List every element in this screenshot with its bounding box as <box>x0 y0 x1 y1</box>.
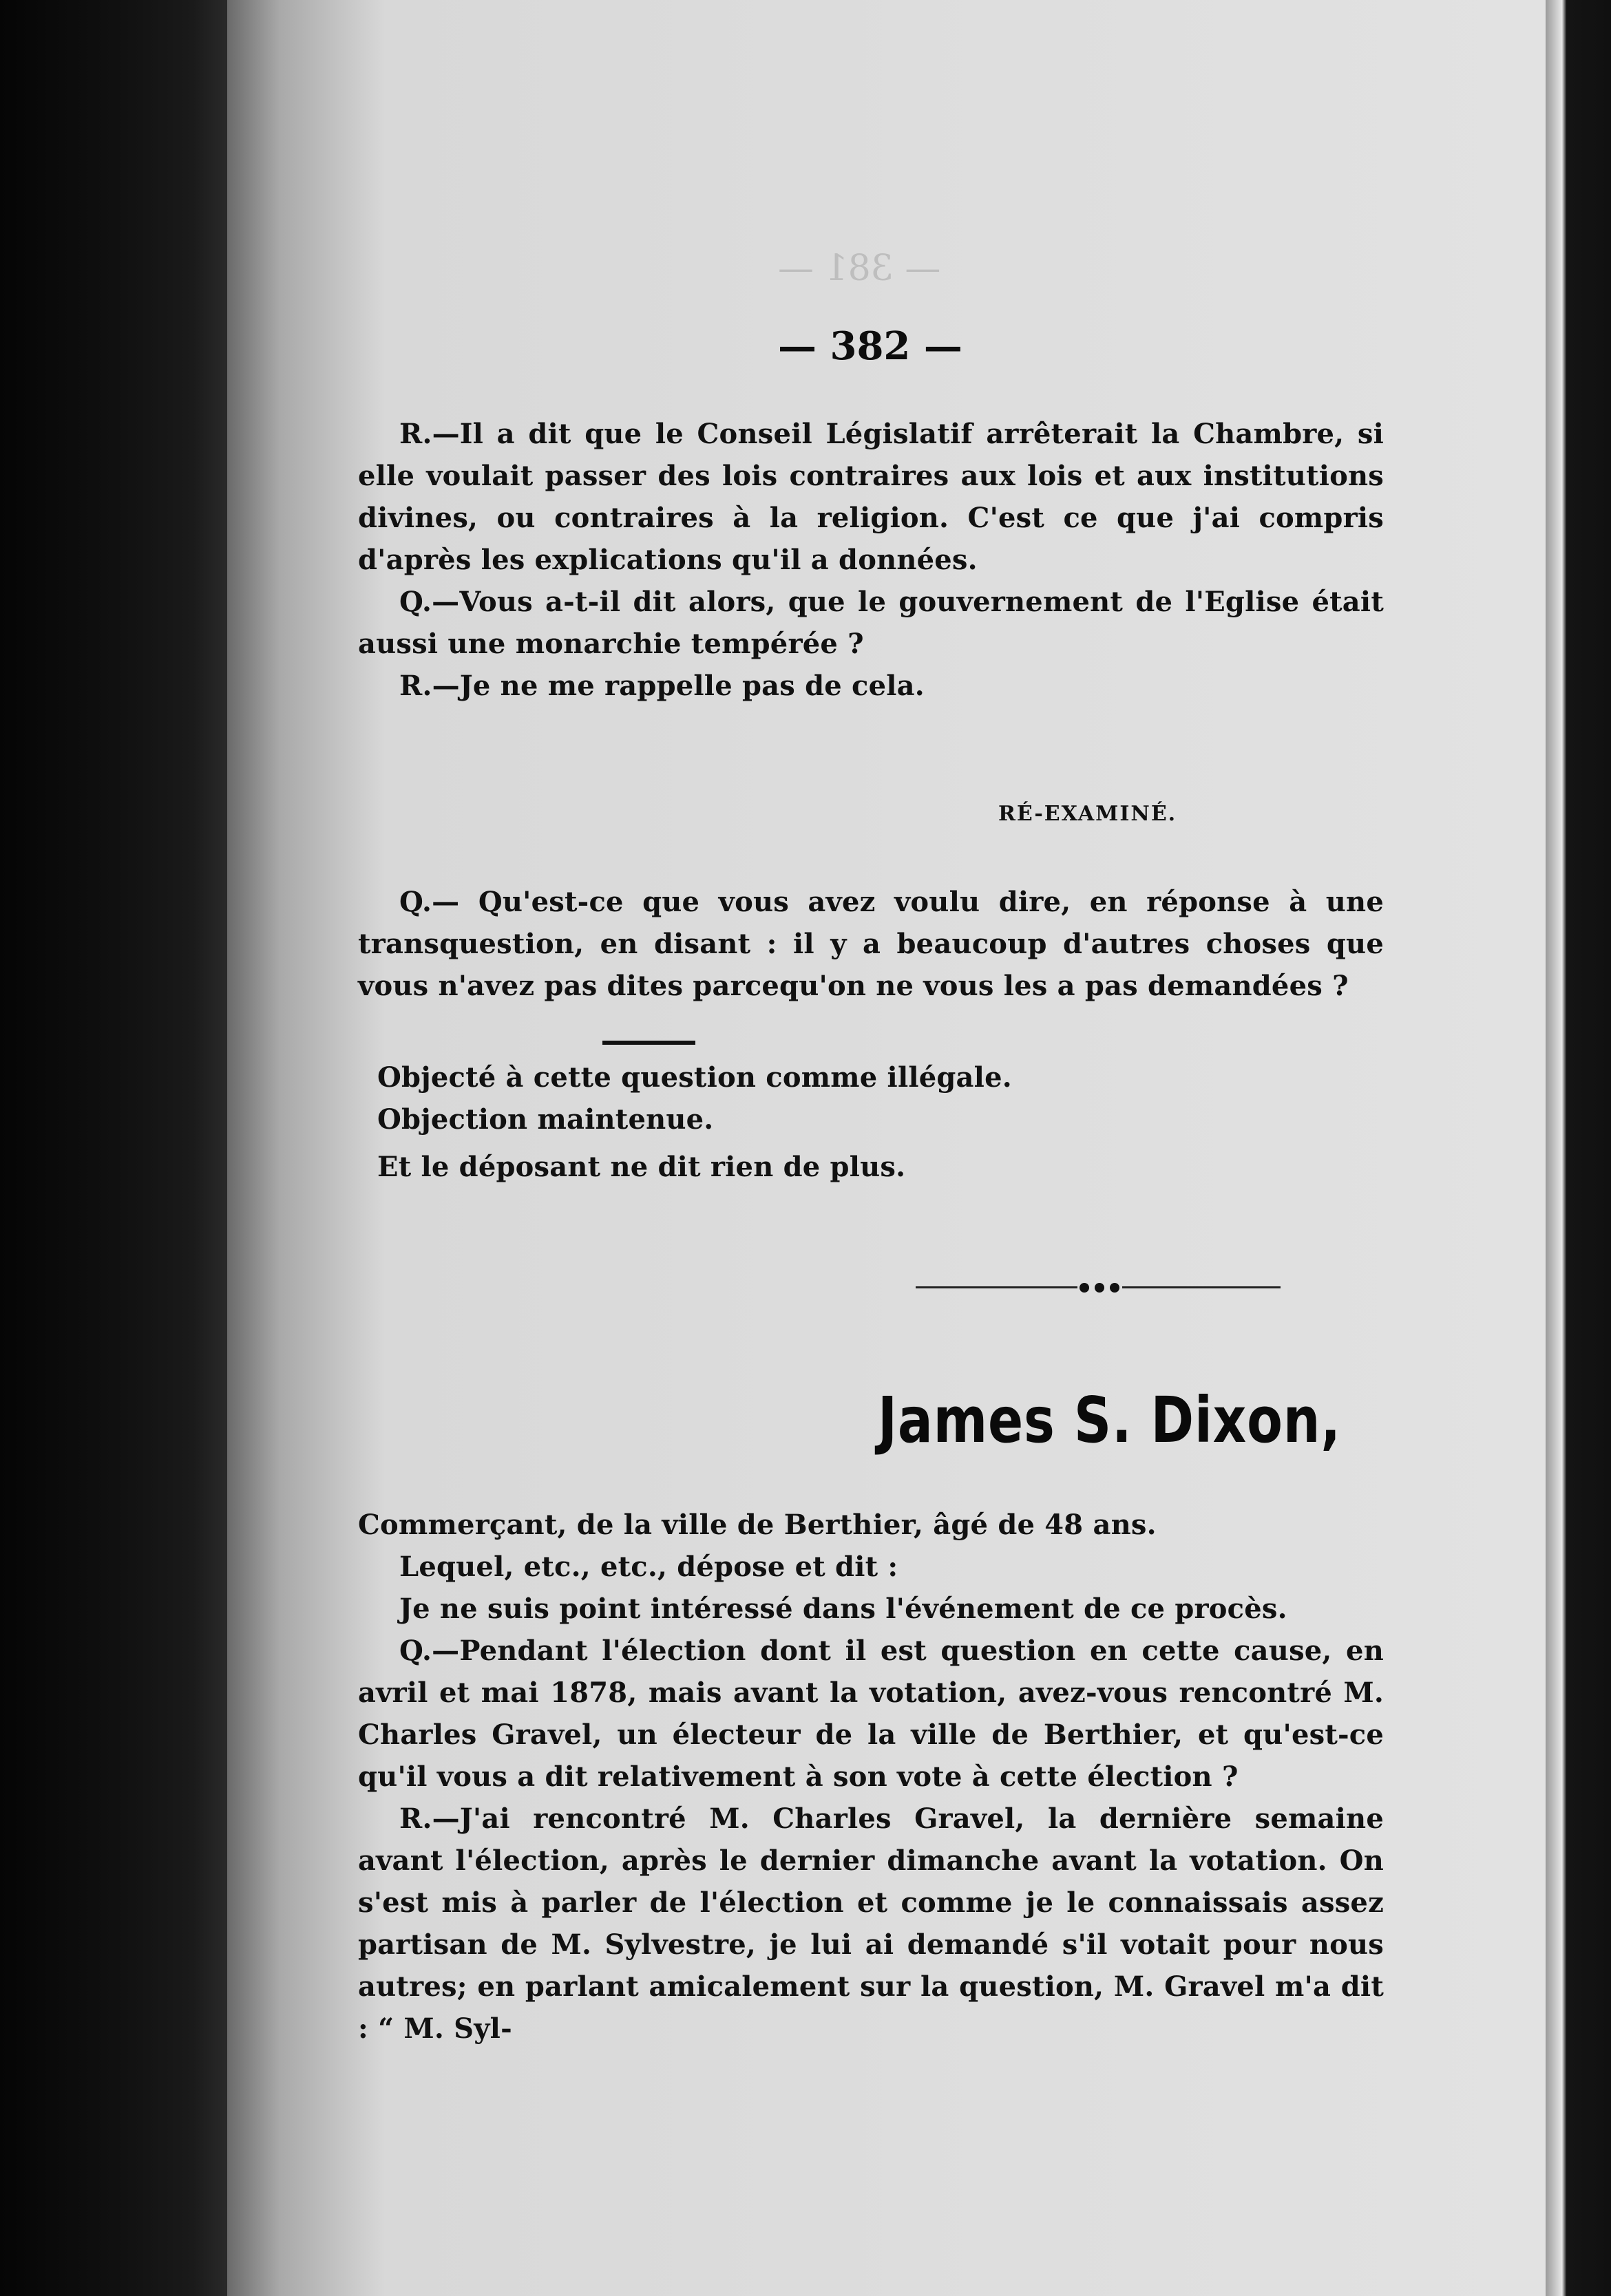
answer-paragraph: R.—Il a dit que le Conseil Législatif arrêterait la Chambre, si elle voulait passer des lois contraires aux lois et aux institutions divines, ou contraires à la religion. C'est ce que j'ai compris d'après les explications qu'il a données. <box>358 418 1384 576</box>
text-block-2 <box>358 881 1384 1007</box>
question-paragraph: Q.—Vous a-t-il dit alors, que le gouvernement de l'Eglise était aussi une monarchie tempérée ? <box>358 586 1384 660</box>
text-block-witness <box>358 1504 1384 2050</box>
text-block-1 <box>358 413 1384 707</box>
scanner-frame-left <box>0 0 227 2296</box>
oath-line: Lequel, etc., etc., dépose et dit : <box>399 1551 898 1583</box>
answer-paragraph: R.—J'ai rencontré M. Charles Gravel, la dernière semaine avant l'élection, après le dernier dimanche avant la votation. On s'est mis à parler de l'élection et comme je le connaissais assez partisan de M. Sylvestre, je lui ai demandé s'il votait pour nous autres; en parlant amicalement sur la question, M. Gravel m'a dit : “ M. Syl- <box>358 1803 1384 2045</box>
interest-line: Je ne suis point intéressé dans l'événement de ce procès. <box>399 1593 1287 1625</box>
page-number: — 382 — <box>778 323 962 369</box>
scanner-frame-right <box>1546 0 1611 2296</box>
witness-description: Commerçant, de la ville de Berthier, âgé de 48 ans. <box>358 1509 1157 1541</box>
ornamental-divider <box>916 1282 1281 1293</box>
text-block-objection <box>358 1056 1384 1188</box>
ruling-line: Objection maintenue. <box>377 1103 714 1136</box>
bleed-through-page-number: — 381 — <box>778 248 941 289</box>
book-page <box>227 0 1546 2296</box>
answer-paragraph: R.—Je ne me rappelle pas de cela. <box>399 670 925 702</box>
witness-name-heading: James S. Dixon, <box>878 1383 1341 1457</box>
separator-rule <box>602 1041 695 1045</box>
closing-line: Et le déposant ne dit rien de plus. <box>377 1151 906 1183</box>
objection-line: Objecté à cette question comme illégale. <box>377 1061 1012 1094</box>
section-heading: RÉ-EXAMINÉ. <box>998 802 1177 826</box>
question-paragraph: Q.—Pendant l'élection dont il est question en cette cause, en avril et mai 1878, mais avant la votation, avez-vous rencontré M. Charles Gravel, un électeur de la ville de Berthier, et qu'est-ce qu'il vous a dit relativement à son vote à cette élection ? <box>358 1635 1384 1793</box>
question-paragraph: Q.— Qu'est-ce que vous avez voulu dire, en réponse à une transquestion, en disant : il y a beaucoup d'autres choses que vous n'avez pas dites parcequ'on ne vous les a pas demandées ? <box>358 886 1384 1002</box>
